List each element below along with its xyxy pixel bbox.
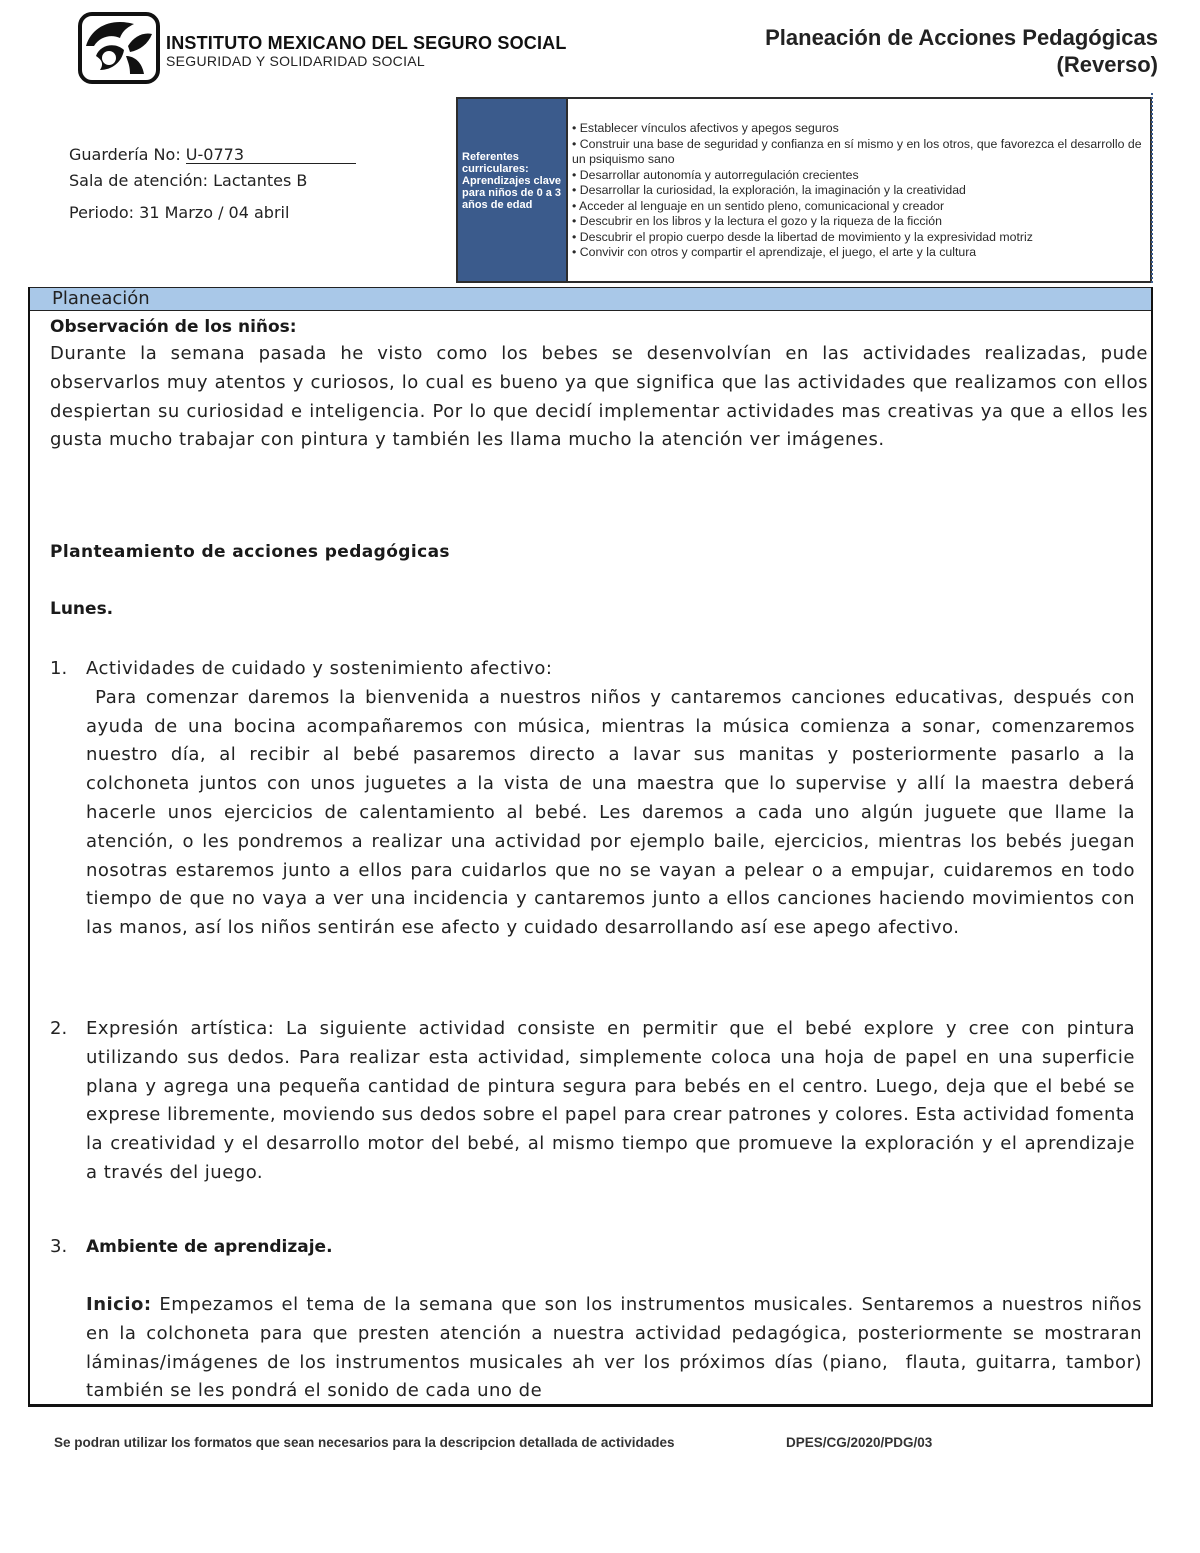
referente-item: • Establecer vínculos afectivos y apegos seguros bbox=[572, 121, 839, 135]
document-title-line2: (Reverso) bbox=[1056, 52, 1158, 77]
periodo-label: Periodo: bbox=[69, 203, 140, 222]
activity-title: Ambiente de aprendizaje. bbox=[86, 1237, 333, 1257]
day-heading: Lunes. bbox=[50, 599, 114, 619]
document-title bbox=[765, 24, 1158, 78]
institute-subtitle: SEGURIDAD Y SOLIDARIDAD SOCIAL bbox=[166, 53, 425, 69]
footer-note: Se podran utilizar los formatos que sean necesarios para la descripcion detallada de actividades bbox=[54, 1435, 675, 1450]
sala-value: Lactantes B bbox=[213, 171, 308, 190]
guarderia-value: U-0773 bbox=[186, 146, 356, 164]
item-number: 3. bbox=[50, 1236, 68, 1257]
referentes-list bbox=[572, 121, 1150, 261]
planeacion-header bbox=[30, 287, 1151, 311]
referentes-label: Referentes curriculares: Aprendizajes clave para niños de 0 a 3 años de edad bbox=[462, 151, 562, 211]
observacion-text: Durante la semana pasada he visto como los bebes se desenvolvían en las actividades realizadas, pude observarlos muy atentos y curiosos, lo cual es bueno ya que significa que las actividades que realizamos con ellos despiertan su curiosidad e inteligencia. Por lo que decidí implementar actividades mas creativas ya que a ellos les gusta mucho trabajar con pintura y también les llama mucho la atención ver imágenes. bbox=[50, 343, 1148, 451]
referente-item: • Descubrir en los libros y la lectura el gozo y la riqueza de la ficción bbox=[572, 214, 942, 228]
imss-logo bbox=[78, 12, 160, 84]
planteamiento-title: Planteamiento de acciones pedagógicas bbox=[50, 542, 450, 562]
guarderia-label: Guardería No: bbox=[69, 145, 186, 164]
planeacion-label: Planeación bbox=[52, 288, 150, 309]
imss-eagle-icon bbox=[82, 16, 156, 80]
institute-name: INSTITUTO MEXICANO DEL SEGURO SOCIAL bbox=[166, 33, 567, 53]
document-title-line1: Planeación de Acciones Pedagógicas bbox=[765, 25, 1158, 50]
inicio-label: Inicio: bbox=[86, 1294, 152, 1315]
activity-item-2: Expresión artística: La siguiente actividad consiste en permitir que el bebé explore y cree con pintura utilizando sus dedos. Para realizar esta actividad, simplemente coloca una hoja de papel en una superficie plana y agrega una pequeña cantidad de pintura segura para bebés en el centro. Luego, deja que el bebé se exprese libremente, moviendo sus dedos sobre el papel para crear patrones y colores. Esta actividad fomenta la creatividad y el desarrollo motor del bebé, al mismo tiempo que promueve la exploración y el aprendizaje a través del juego. bbox=[86, 1018, 1135, 1183]
inicio-paragraph bbox=[86, 1291, 1149, 1406]
referente-item: • Desarrollar autonomía y autorregulación crecientes bbox=[572, 167, 859, 182]
referentes-label-cell bbox=[458, 99, 568, 281]
sala-label: Sala de atención: bbox=[69, 171, 214, 190]
referente-item: • Descubrir el propio cuerpo desde la libertad de movimiento y la expresividad motriz bbox=[572, 229, 1033, 244]
referente-item: • Acceder al lenguaje en un sentido pleno, comunicacional y creador bbox=[572, 198, 945, 213]
referente-item: • Convivir con otros y compartir el aprendizaje, el juego, el arte y la cultura bbox=[572, 245, 977, 259]
periodo-field bbox=[69, 203, 289, 222]
observacion-title: Observación de los niños: bbox=[50, 317, 297, 337]
footer-code: DPES/CG/2020/PDG/03 bbox=[786, 1435, 933, 1450]
referente-item: • Desarrollar la curiosidad, la exploración, la imaginación y la creatividad bbox=[572, 183, 966, 197]
sala-field bbox=[69, 171, 307, 190]
activity-text: Para comenzar daremos la bienvenida a nuestros niños y cantaremos canciones educativas, después con ayuda de una bocina acompañaremos con música, mientras la música comienza a sonar, comenzaremos nuestro día, al recibir al bebé pasaremos directo a lavar sus manitas y posteriormente pasarlo a la colchoneta juntos con unos juguetes a la vista de una maestra que lo supervise y allí la maestra deberá hacerle unos ejercicios de calentamiento al bebé. Les daremos a cada uno algún juguete que llame la atención, o les pondremos a realizar una actividad por ejemplo baile, ejercicios, mientras los bebés juegan nosotras estaremos junto a ellos para cuidarlos que no se vayan a pelear o a empujar, cuidaremos en todo tiempo de que no vaya a ver una incidencia y cantaremos junto a ellos canciones haciendo movimientos con las manos, así los niños sentirán ese afecto y cuidado desarrollando así ese apego afectivo. bbox=[86, 686, 1142, 939]
inicio-text: Empezamos el tema de la semana que son los instrumentos musicales. Sentaremos a nuestros niños en la colchoneta para que presten atención a nuestra actividad pedagógica, posteriormente se mostraran láminas/imágenes de los instrumentos musicales ah ver los próximos días (piano, flauta, guitarra, tambor) también se les pondrá el sonido de cada uno de bbox=[86, 1294, 1149, 1402]
item-number: 2. bbox=[50, 1018, 68, 1039]
activity-title: Actividades de cuidado y sostenimiento afectivo: bbox=[86, 658, 553, 679]
dotted-border bbox=[1151, 93, 1153, 283]
referente-item: • Construir una base de seguridad y confianza en sí mismo y en los otros, que favorezca el desarrollo de un psiquismo sano bbox=[572, 136, 1142, 166]
activity-item-1 bbox=[86, 655, 1142, 943]
guarderia-field bbox=[69, 145, 356, 164]
periodo-value: 31 Marzo / 04 abril bbox=[139, 203, 290, 222]
item-number: 1. bbox=[50, 658, 68, 679]
referentes-box bbox=[456, 97, 1152, 283]
